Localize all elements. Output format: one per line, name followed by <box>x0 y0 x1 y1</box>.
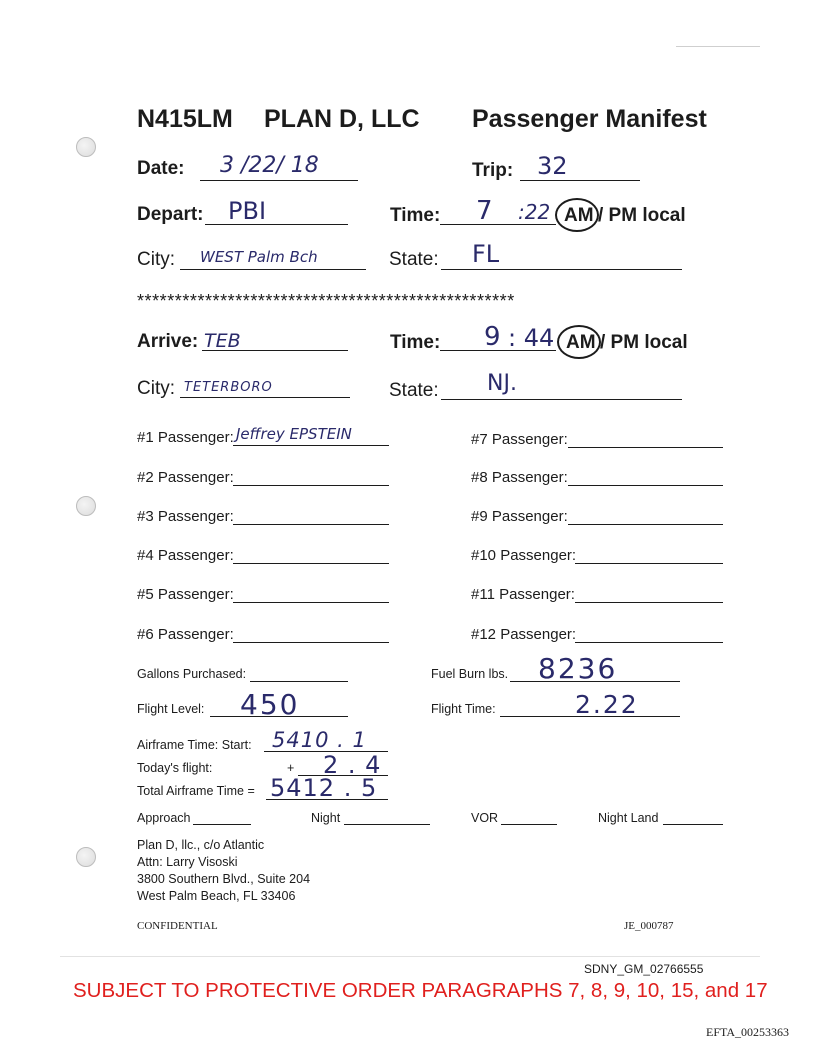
protective-order-notice: SUBJECT TO PROTECTIVE ORDER PARAGRAPHS 7, 8, 9, 10, 15, and 17 <box>73 979 768 1002</box>
todays-flight-label: Today's flight: <box>137 761 213 775</box>
fuel-burn-label: Fuel Burn lbs. <box>431 667 509 681</box>
depart-time-minute[interactable]: :22 <box>518 200 551 224</box>
gallons-purchased-line <box>250 681 348 682</box>
depart-pm-local: / PM local <box>598 205 686 226</box>
passenger-5-label: #5 Passenger: <box>137 586 234 603</box>
passenger-8-label: #8 Passenger: <box>471 469 568 486</box>
night-land-label: Night Land <box>598 811 659 825</box>
fuel-burn-value[interactable]: 8236 <box>538 652 618 685</box>
flight-time-label: Flight Time: <box>431 702 496 716</box>
arrive-time-label: Time: <box>390 332 441 353</box>
arrive-pm-local: / PM local <box>600 332 688 353</box>
trip-value[interactable]: 32 <box>537 152 568 180</box>
passenger-2-line <box>233 485 389 486</box>
fuel-burn-line <box>510 681 680 682</box>
depart-value[interactable]: PBI <box>228 197 267 225</box>
flight-level-line <box>210 716 348 717</box>
passenger-1-line <box>233 445 389 446</box>
punch-hole-middle <box>76 496 96 516</box>
night-land-line <box>663 824 723 825</box>
punch-hole-bottom <box>76 847 96 867</box>
airframe-start-value[interactable]: 5410 . 1 <box>272 728 367 752</box>
flight-level-label: Flight Level: <box>137 702 205 716</box>
approach-label: Approach <box>137 811 191 825</box>
arrive-city-line <box>180 397 350 398</box>
address-line-1: Plan D, llc., c/o Atlantic <box>137 838 265 852</box>
passenger-6-line <box>233 642 389 643</box>
passenger-2-label: #2 Passenger: <box>137 469 234 486</box>
trip-label: Trip: <box>472 160 514 181</box>
depart-state-line <box>441 269 682 270</box>
arrive-line <box>202 350 348 351</box>
tail-number: N415LM <box>137 105 233 133</box>
total-airframe-line <box>266 799 388 800</box>
sdny-bates-number: SDNY_GM_02766555 <box>584 962 704 976</box>
arrive-time-minute[interactable]: : 44 <box>508 324 555 352</box>
vor-line <box>501 824 557 825</box>
company-name: PLAN D, LLC <box>264 105 420 133</box>
passenger-8-line <box>568 485 723 486</box>
passenger-5-line <box>233 602 389 603</box>
date-label: Date: <box>137 158 185 179</box>
passenger-9-line <box>568 524 723 525</box>
trip-line <box>520 180 640 181</box>
je-bates-number: JE_000787 <box>624 920 674 932</box>
depart-line <box>205 224 348 225</box>
arrive-label: Arrive: <box>137 331 199 352</box>
depart-time-label: Time: <box>390 205 441 226</box>
scan-artifact-line <box>676 46 760 47</box>
date-line <box>200 180 358 181</box>
passenger-12-line <box>575 642 723 643</box>
arrive-state-label: State: <box>389 380 439 401</box>
night-label: Night <box>311 811 341 825</box>
passenger-9-label: #9 Passenger: <box>471 508 568 525</box>
passenger-7-line <box>568 447 723 448</box>
page-bottom-edge <box>60 956 760 957</box>
total-airframe-value[interactable]: 5412 . 5 <box>270 774 378 802</box>
passenger-10-line <box>575 563 723 564</box>
night-line <box>344 824 430 825</box>
todays-flight-plus: + <box>287 761 295 775</box>
depart-time-line <box>440 224 556 225</box>
gallons-purchased-label: Gallons Purchased: <box>137 667 247 681</box>
depart-city-label: City: <box>137 249 175 270</box>
passenger-1-value[interactable]: Jeffrey EPSTEIN <box>236 425 352 443</box>
arrive-city-label: City: <box>137 378 175 399</box>
depart-state-label: State: <box>389 249 439 270</box>
depart-am[interactable]: AM <box>564 205 594 226</box>
address-line-2: Attn: Larry Visoski <box>137 855 238 869</box>
arrive-city-value[interactable]: TETERBORO <box>184 380 273 395</box>
passenger-1-label: #1 Passenger: <box>137 429 234 446</box>
section-separator: ************************************************** <box>137 291 515 311</box>
date-value[interactable]: 3 /22/ 18 <box>220 153 319 178</box>
passenger-11-label: #11 Passenger: <box>471 586 575 603</box>
passenger-7-label: #7 Passenger: <box>471 431 568 448</box>
arrive-time-hour[interactable]: 9 <box>484 322 501 352</box>
address-line-4: West Palm Beach, FL 33406 <box>137 889 296 903</box>
depart-label: Depart: <box>137 204 204 225</box>
depart-time-hour[interactable]: 7 <box>476 196 493 226</box>
arrive-value[interactable]: TEB <box>204 330 241 352</box>
passenger-12-label: #12 Passenger: <box>471 626 577 643</box>
address-line-3: 3800 Southern Blvd., Suite 204 <box>137 872 311 886</box>
efta-number: EFTA_00253363 <box>706 1025 790 1039</box>
airframe-start-label: Airframe Time: Start: <box>137 738 252 752</box>
total-airframe-label: Total Airframe Time = <box>137 784 255 798</box>
passenger-3-label: #3 Passenger: <box>137 508 234 525</box>
passenger-6-label: #6 Passenger: <box>137 626 234 643</box>
passenger-11-line <box>575 602 723 603</box>
flight-time-value[interactable]: 2.22 <box>575 690 639 719</box>
todays-flight-value[interactable]: 2 . 4 <box>323 751 382 779</box>
passenger-4-label: #4 Passenger: <box>137 547 234 564</box>
passenger-10-label: #10 Passenger: <box>471 547 577 564</box>
confidential-stamp: CONFIDENTIAL <box>137 920 218 932</box>
arrive-am[interactable]: AM <box>566 332 596 353</box>
passenger-4-line <box>233 563 389 564</box>
approach-line <box>193 824 251 825</box>
depart-state-value[interactable]: FL <box>472 240 500 268</box>
passenger-3-line <box>233 524 389 525</box>
depart-city-value[interactable]: WEST Palm Bch <box>200 248 318 266</box>
depart-city-line <box>180 269 366 270</box>
arrive-state-line <box>441 399 682 400</box>
arrive-state-value[interactable]: NJ. <box>487 371 517 396</box>
form-title: Passenger Manifest <box>472 105 707 133</box>
flight-level-value[interactable]: 450 <box>240 688 300 721</box>
flight-time-line <box>500 716 680 717</box>
punch-hole-top <box>76 137 96 157</box>
vor-label: VOR <box>471 811 499 825</box>
